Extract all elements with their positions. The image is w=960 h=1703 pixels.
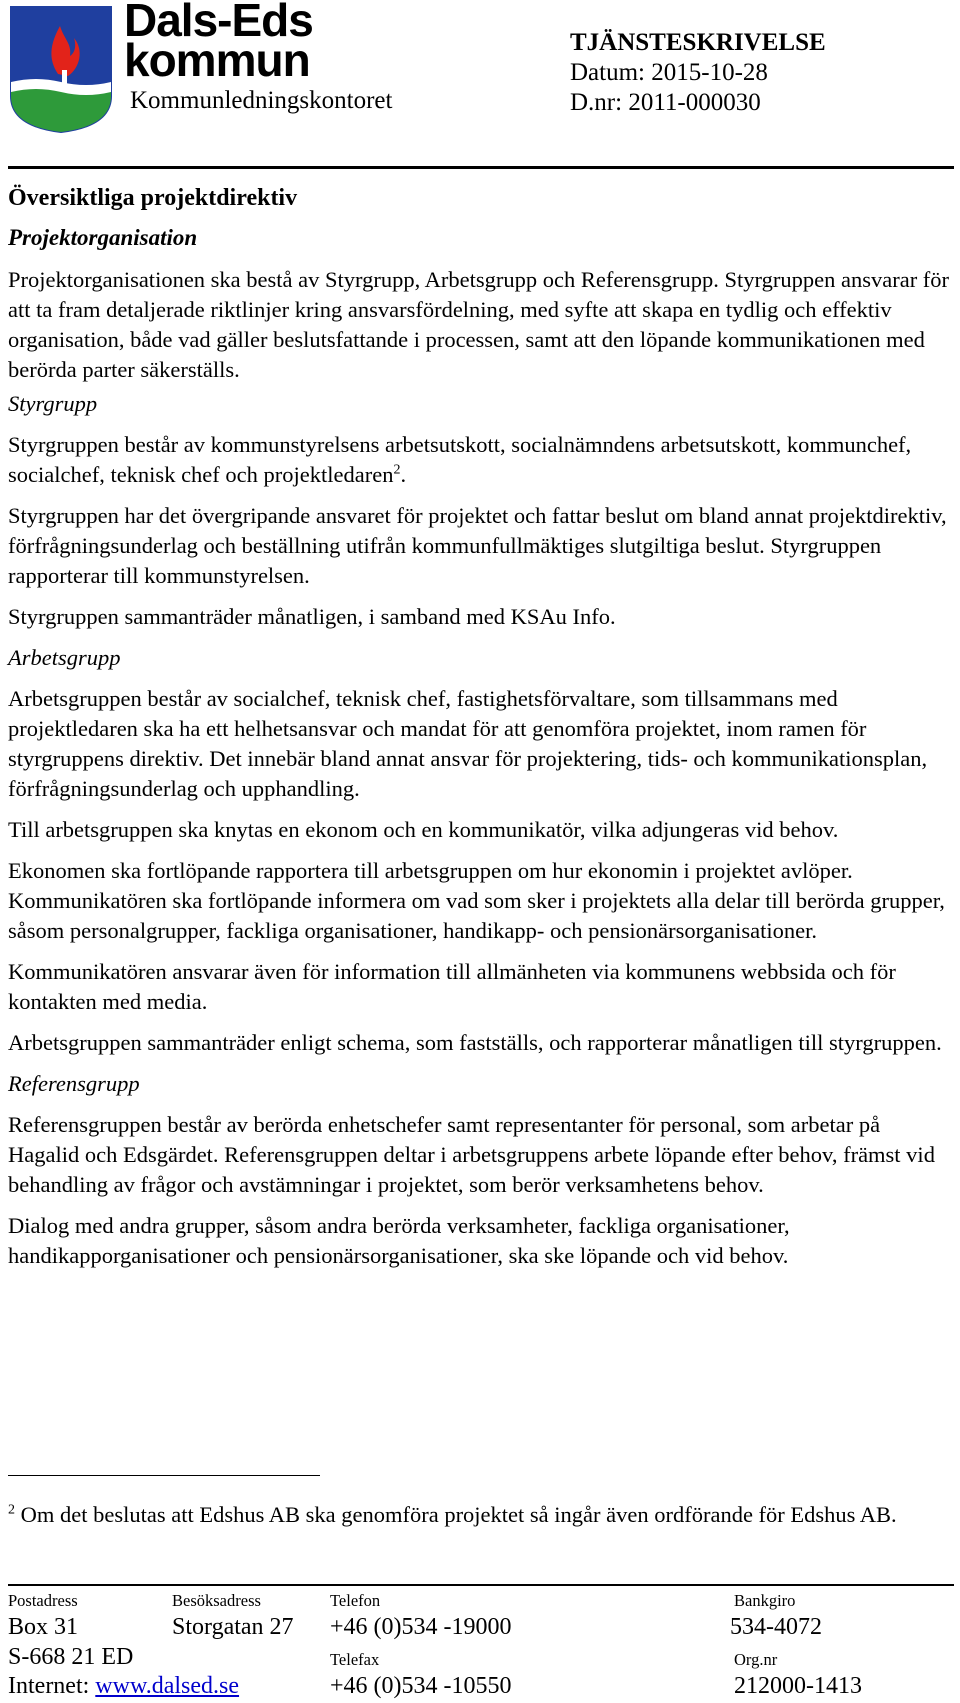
paragraph-styrgrupp-meetings: Styrgruppen sammanträder månatligen, i samband med KSAu Info. — [8, 604, 616, 629]
document-body — [8, 182, 954, 1282]
footnote — [8, 1500, 954, 1530]
logo-wordmark-line1: Dals-Eds — [124, 0, 313, 46]
footnote-reference: 2 — [393, 462, 401, 478]
footer-website-link[interactable]: www.dalsed.se — [95, 1673, 240, 1699]
subheading-arbetsgrupp: Arbetsgrupp — [8, 645, 121, 670]
footer-divider — [8, 1584, 954, 1586]
paragraph-arbetsgrupp-members: Arbetsgruppen består av socialchef, teknisk chef, fastighetsförvaltare, som tillsammans med projektledaren ska ha ett helhetsansvar och mandat för att genomföra projektet, inom ramen för styrgruppens direktiv. Det innebär bland annat ansvar för projektering, tids- och kommunikationsplan, förfrågningsunderlag och upphandling. — [8, 686, 928, 801]
footer-orgnr: 212000-1413 — [734, 1673, 862, 1699]
subheading-styrgrupp: Styrgrupp — [8, 391, 98, 416]
section-heading-projektorganisation: Projektorganisation — [8, 225, 198, 250]
footer-bankgiro: 534-4072 — [730, 1614, 822, 1640]
footer-telefon-label: Telefon — [330, 1591, 381, 1610]
footer-besoksadress-label: Besöksadress — [172, 1591, 261, 1610]
footer-besoksadress: Storgatan 27 — [172, 1614, 294, 1640]
document-title: Översiktliga projektdirektiv — [8, 185, 298, 211]
subheading-referensgrupp: Referensgrupp — [8, 1071, 140, 1096]
paragraph-styrgrupp-responsibility: Styrgruppen har det övergripande ansvaret för projektet och fattar beslut om bland annat projektdirektiv, förfrågningsunderlag och beställning utifrån kommunfullmäktiges slutgiltiga beslut. Styrgruppen rapporterar till kommunstyrelsen. — [8, 503, 947, 588]
footnote-text: Om det beslutas att Edshus AB ska genomföra projektet så ingår även ordförande för Edshus AB. — [15, 1502, 897, 1527]
footnote-separator — [8, 1475, 320, 1476]
paragraph-styrgrupp-members — [8, 430, 954, 490]
logo-wordmark — [124, 0, 313, 86]
footer-internet-label: Internet: — [8, 1673, 96, 1699]
footer-internet — [8, 1671, 239, 1701]
paragraph-arbetsgrupp-meetings: Arbetsgruppen sammanträder enligt schema, som fastställs, och rapporterar månatligen till styrgruppen. — [8, 1030, 942, 1055]
footer-postadress-label: Postadress — [8, 1591, 78, 1610]
logo-wordmark-line2: kommun — [124, 34, 310, 86]
paragraph-end-period: . — [400, 462, 407, 487]
paragraph-arbetsgrupp-reporting: Ekonomen ska fortlöpande rapportera till arbetsgruppen om hur ekonomin i projektet avlöper. Kommunikatören ska fortlöpande informera om vad som sker i projektets alla delar till berörda grupper, såsom personalgrupper, fackliga organisationer, handikapp- och pensionärsorganisationer. — [8, 858, 945, 943]
footer-orgnr-label: Org.nr — [734, 1650, 778, 1669]
municipality-logo — [8, 4, 114, 134]
footer-telefax: +46 (0)534 -10550 — [330, 1673, 512, 1699]
paragraph-referensgrupp-dialog: Dialog med andra grupper, såsom andra berörda verksamheter, fackliga organisationer, handikapporganisationer och pensionärsorganisationer, ska ske löpande och vid behov. — [8, 1213, 790, 1268]
paragraph-arbetsgrupp-adjunct: Till arbetsgruppen ska knytas en ekonom och en kommunikatör, vilka adjungeras vid behov. — [8, 817, 839, 842]
document-type: TJÄNSTESKRIVELSE — [570, 29, 826, 56]
footer-telefon: +46 (0)534 -19000 — [330, 1614, 512, 1640]
footer-postadress-line1: Box 31 — [8, 1614, 79, 1640]
footnote-number: 2 — [8, 1502, 15, 1518]
footer-telefax-label: Telefax — [330, 1650, 380, 1669]
paragraph-styrgrupp-members-text: Styrgruppen består av kommunstyrelsens arbetsutskott, socialnämndens arbetsutskott, kommunchef, socialchef, teknisk chef och projektledaren — [8, 432, 912, 487]
header-divider — [8, 166, 954, 169]
paragraph-arbetsgrupp-communication: Kommunikatören ansvarar även för information till allmänheten via kommunens webbsida och för kontakten med media. — [8, 959, 896, 1014]
org-unit: Kommunledningskontoret — [130, 87, 393, 114]
document-number: D.nr: 2011-000030 — [570, 89, 761, 116]
footer-bankgiro-label: Bankgiro — [734, 1591, 796, 1610]
footer-postadress-line2: S-668 21 ED — [8, 1644, 134, 1670]
coat-of-arms-icon — [8, 4, 114, 134]
paragraph-referensgrupp-members: Referensgruppen består av berörda enhetschefer samt representanter för personal, som arbetar på Hagalid och Edsgärdet. Referensgruppen deltar i arbetsgruppens arbete löpande efter behov, främst vid behandling av frågor och avstämningar i projektet, som berör verksamhetens behov. — [8, 1112, 935, 1197]
document-date: Datum: 2015-10-28 — [570, 59, 768, 86]
paragraph-intro: Projektorganisationen ska bestå av Styrgrupp, Arbetsgrupp och Referensgrupp. Styrgruppen ansvarar för att ta fram detaljerade riktlinjer kring ansvarsfördelning, med syfte att skapa en tydlig och effektiv organisation, både vad gäller beslutsfattande i processen, samt att den löpande kommunikationen med berörda parter säkerställs. — [8, 267, 950, 382]
